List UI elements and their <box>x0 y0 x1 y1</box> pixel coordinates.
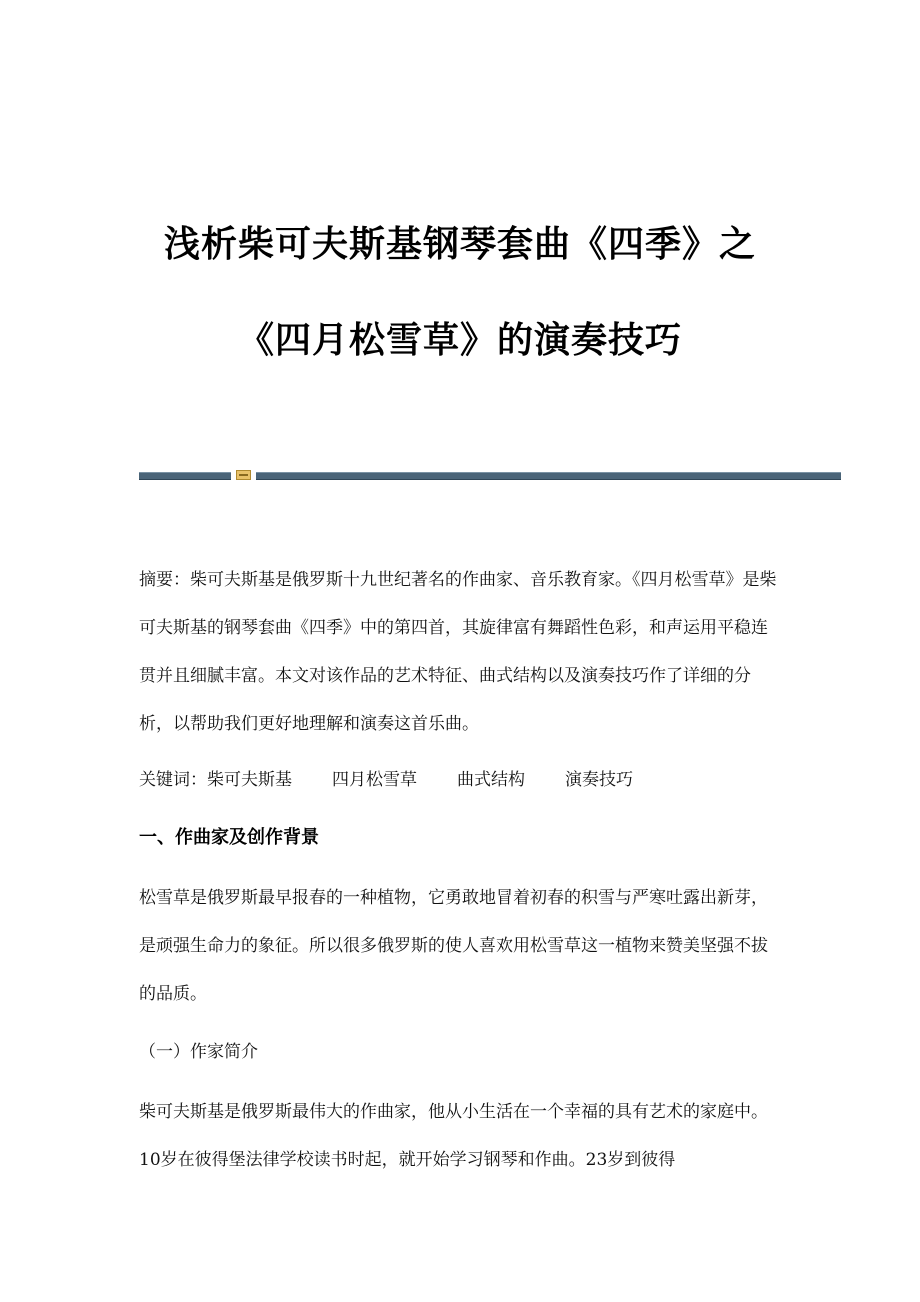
title-line-2: 《四月松雪草》的演奏技巧 <box>237 320 682 361</box>
keyword-item: 柴可夫斯基 <box>207 770 292 790</box>
keywords-line <box>139 756 784 804</box>
divider-ornament-icon <box>236 470 251 480</box>
title-divider <box>139 470 841 480</box>
keyword-item: 演奏技巧 <box>565 770 633 790</box>
divider-bar-left <box>139 472 231 480</box>
intro-paragraph: 松雪草是俄罗斯最早报春的一种植物，它勇敢地冒着初春的积雪与严寒吐露出新芽，是顽强生命力的象征。所以很多俄罗斯的使人喜欢用松雪草这一植物来赞美坚强不拔的品质。 <box>139 888 768 1004</box>
subsection-heading: （一）作家简介 <box>139 1042 258 1062</box>
section-heading: 一、作曲家及创作背景 <box>139 827 319 848</box>
divider-bar-right <box>256 472 841 480</box>
title-line-1: 浅析柴可夫斯基钢琴套曲《四季》之 <box>163 224 756 265</box>
keywords-label: 关键词： <box>139 770 207 790</box>
abstract-paragraph: 摘要：柴可夫斯基是俄罗斯十九世纪著名的作曲家、音乐教育家。《四月松雪草》是柴可夫斯基的钢琴套曲《四季》中的第四首，其旋律富有舞蹈性色彩，和声运用平稳连贯并且细腻丰富。本文对该作品的艺术特征、曲式结构以及演奏技巧作了详细的分析，以帮助我们更好地理解和演奏这首乐曲。 <box>139 570 777 734</box>
keyword-item: 曲式结构 <box>457 770 525 790</box>
bio-paragraph: 柴可夫斯基是俄罗斯最伟大的作曲家，他从小生活在一个幸福的具有艺术的家庭中。10岁在彼得堡法律学校读书时起，就开始学习钢琴和作曲。23岁到彼得 <box>139 1102 768 1170</box>
keyword-item: 四月松雪草 <box>332 770 417 790</box>
